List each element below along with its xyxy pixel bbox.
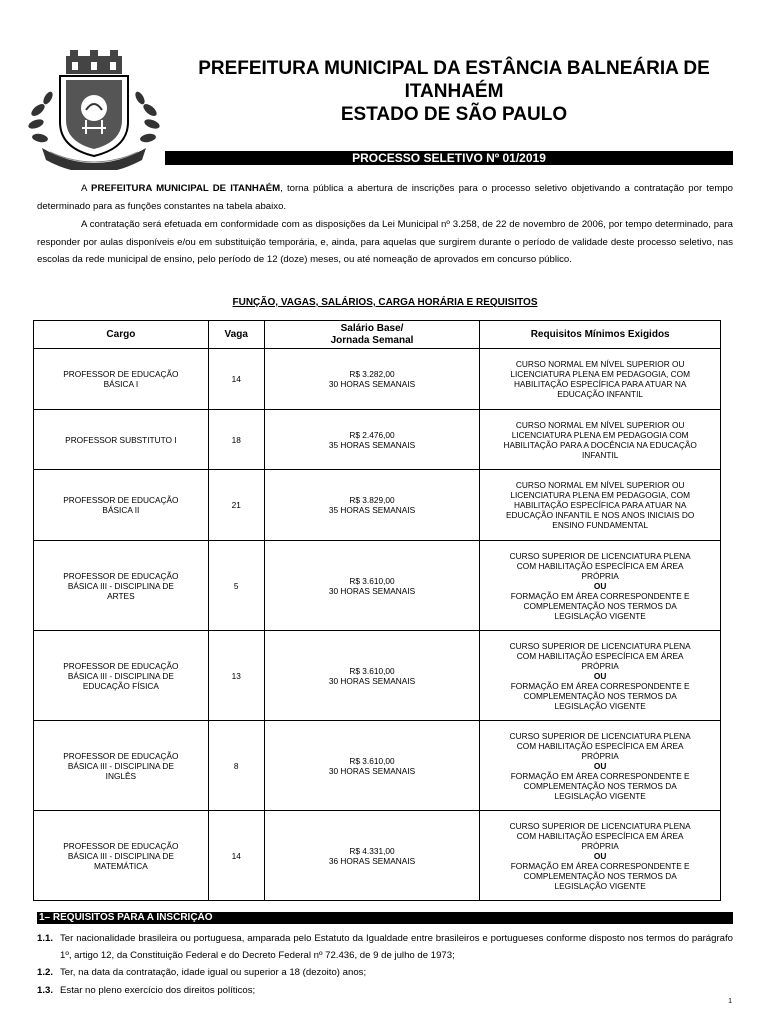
cell-cargo: PROFESSOR DE EDUCAÇÃO BÁSICA III - DISCIPLINA DE EDUCAÇÃO FÍSICA	[34, 631, 209, 721]
cell-requisitos: CURSO SUPERIOR DE LICENCIATURA PLENA COM HABILITAÇÃO ESPECÍFICA EM ÁREA PRÓPRIA OU FORMAÇÃO EM ÁREA CORRESPONDENTE E COMPLEMENTAÇÃO NOS TERMOS DA LEGISLAÇÃO VIGENTE	[480, 811, 721, 901]
org-name: PREFEITURA MUNICIPAL DE ITANHAÉM	[91, 183, 281, 194]
cell-vaga: 13	[208, 631, 264, 721]
cell-cargo: PROFESSOR DE EDUCAÇÃO BÁSICA II	[34, 470, 209, 541]
cell-requisitos: CURSO NORMAL EM NÍVEL SUPERIOR OU LICENCIATURA PLENA EM PEDAGOGIA, COM HABILITAÇÃO ESPECÍFICA PARA ATUAR NA EDUCAÇÃO INFANTIL E NOS ANOS INICIAIS DO ENSINO FUNDAMENTAL	[480, 470, 721, 541]
cell-vaga: 5	[208, 541, 264, 631]
cell-vaga: 8	[208, 721, 264, 811]
page-title	[168, 57, 740, 126]
col-requisitos: Requisitos Mínimos Exigidos	[480, 321, 721, 349]
cell-cargo: PROFESSOR SUBSTITUTO I	[34, 410, 209, 470]
table-row	[34, 541, 721, 631]
cell-vaga: 14	[208, 811, 264, 901]
title-line: ITANHAÉM	[404, 81, 504, 102]
list-item: 1.2. Ter, na data da contratação, idade igual ou superior a 18 (dezoito) anos;	[37, 967, 367, 978]
title-line: PREFEITURA MUNICIPAL DA ESTÂNCIA BALNEÁRIA DE	[198, 58, 710, 79]
cell-requisitos: CURSO NORMAL EM NÍVEL SUPERIOR OU LICENCIATURA PLENA EM PEDAGOGIA, COM HABILITAÇÃO ESPECÍFICA PARA ATUAR NA EDUCAÇÃO INFANTIL	[480, 349, 721, 410]
cell-salario: R$ 3.829,00 35 HORAS SEMANAIS	[264, 470, 480, 541]
cell-vaga: 18	[208, 410, 264, 470]
cell-requisitos: CURSO SUPERIOR DE LICENCIATURA PLENA COM HABILITAÇÃO ESPECÍFICA EM ÁREA PRÓPRIA OU FORMAÇÃO EM ÁREA CORRESPONDENTE E COMPLEMENTAÇÃO NOS TERMOS DA LEGISLAÇÃO VIGENTE	[480, 541, 721, 631]
cell-cargo: PROFESSOR DE EDUCAÇÃO BÁSICA III - DISCIPLINA DE INGLÊS	[34, 721, 209, 811]
list-item: 1.1. Ter nacionalidade brasileira ou portuguesa, amparada pelo Estatuto da Igualdade entre brasileiros e portugueses conforme disposto nos termos do parágrafo 1º, artigo 12, da Constituição Federal e do Decreto Federal nº 72.436, de 9 de julho de 1973;	[37, 933, 733, 961]
coat-of-arms-logo	[24, 48, 164, 170]
col-vaga: Vaga	[208, 321, 264, 349]
table-header-row	[34, 321, 721, 349]
cell-salario: R$ 3.610,00 30 HORAS SEMANAIS	[264, 631, 480, 721]
section-heading: 1– REQUISITOS PARA A INSCRIÇÃO	[37, 912, 733, 924]
table-subtitle: FUNÇÃO, VAGAS, SALÁRIOS, CARGA HORÁRIA E REQUISITOS	[232, 297, 538, 308]
col-salario: Salário Base/ Jornada Semanal	[264, 321, 480, 349]
table-row	[34, 721, 721, 811]
page-number: 1	[728, 998, 732, 1005]
cell-vaga: 14	[208, 349, 264, 410]
cell-requisitos: CURSO NORMAL EM NÍVEL SUPERIOR OU LICENCIATURA PLENA EM PEDAGOGIA COM HABILITAÇÃO PARA A DOCÊNCIA NA EDUCAÇÃO INFANTIL	[480, 410, 721, 470]
cell-cargo: PROFESSOR DE EDUCAÇÃO BÁSICA III - DISCIPLINA DE ARTES	[34, 541, 209, 631]
positions-table	[33, 320, 721, 901]
cell-salario: R$ 2.476,00 35 HORAS SEMANAIS	[264, 410, 480, 470]
cell-salario: R$ 3.610,00 30 HORAS SEMANAIS	[264, 721, 480, 811]
cell-cargo: PROFESSOR DE EDUCAÇÃO BÁSICA III - DISCIPLINA DE MATEMÁTICA	[34, 811, 209, 901]
title-line: ESTADO DE SÃO PAULO	[340, 104, 568, 125]
list-item: 1.3. Estar no pleno exercício dos direitos políticos;	[37, 985, 256, 996]
intro-paragraph-1: A PREFEITURA MUNICIPAL DE ITANHAÉM, torna pública a abertura de inscrições para o processo seletivo objetivando a contratação por tempo determinado para as funções constantes na tabela abaixo.	[37, 183, 734, 212]
cell-requisitos: CURSO SUPERIOR DE LICENCIATURA PLENA COM HABILITAÇÃO ESPECÍFICA EM ÁREA PRÓPRIA OU FORMAÇÃO EM ÁREA CORRESPONDENTE E COMPLEMENTAÇÃO NOS TERMOS DA LEGISLAÇÃO VIGENTE	[480, 631, 721, 721]
table-row	[34, 470, 721, 541]
table-row	[34, 631, 721, 721]
cell-cargo: PROFESSOR DE EDUCAÇÃO BÁSICA I	[34, 349, 209, 410]
cell-salario: R$ 4.331,00 36 HORAS SEMANAIS	[264, 811, 480, 901]
process-banner: PROCESSO SELETIVO Nº 01/2019	[165, 151, 733, 165]
cell-salario: R$ 3.610,00 30 HORAS SEMANAIS	[264, 541, 480, 631]
cell-salario: R$ 3.282,00 30 HORAS SEMANAIS	[264, 349, 480, 410]
cell-requisitos: CURSO SUPERIOR DE LICENCIATURA PLENA COM HABILITAÇÃO ESPECÍFICA EM ÁREA PRÓPRIA OU FORMAÇÃO EM ÁREA CORRESPONDENTE E COMPLEMENTAÇÃO NOS TERMOS DA LEGISLAÇÃO VIGENTE	[480, 721, 721, 811]
cell-vaga: 21	[208, 470, 264, 541]
table-row	[34, 349, 721, 410]
intro-paragraph-2: A contratação será efetuada em conformidade com as disposições da Lei Municipal nº 3.258, de 22 de novembro de 2006, por tempo determinado, para responder por aulas disponíveis e/ou em substituição temporária, e, ainda, para aquelas que surgirem durante o período de validade deste processo seletivo, nas escolas da rede municipal de ensino, pelo período de 12 (doze) meses, ou até nomeação de aprovados em concurso público.	[37, 219, 733, 265]
table-row	[34, 811, 721, 901]
col-cargo: Cargo	[34, 321, 209, 349]
table-row	[34, 410, 721, 470]
